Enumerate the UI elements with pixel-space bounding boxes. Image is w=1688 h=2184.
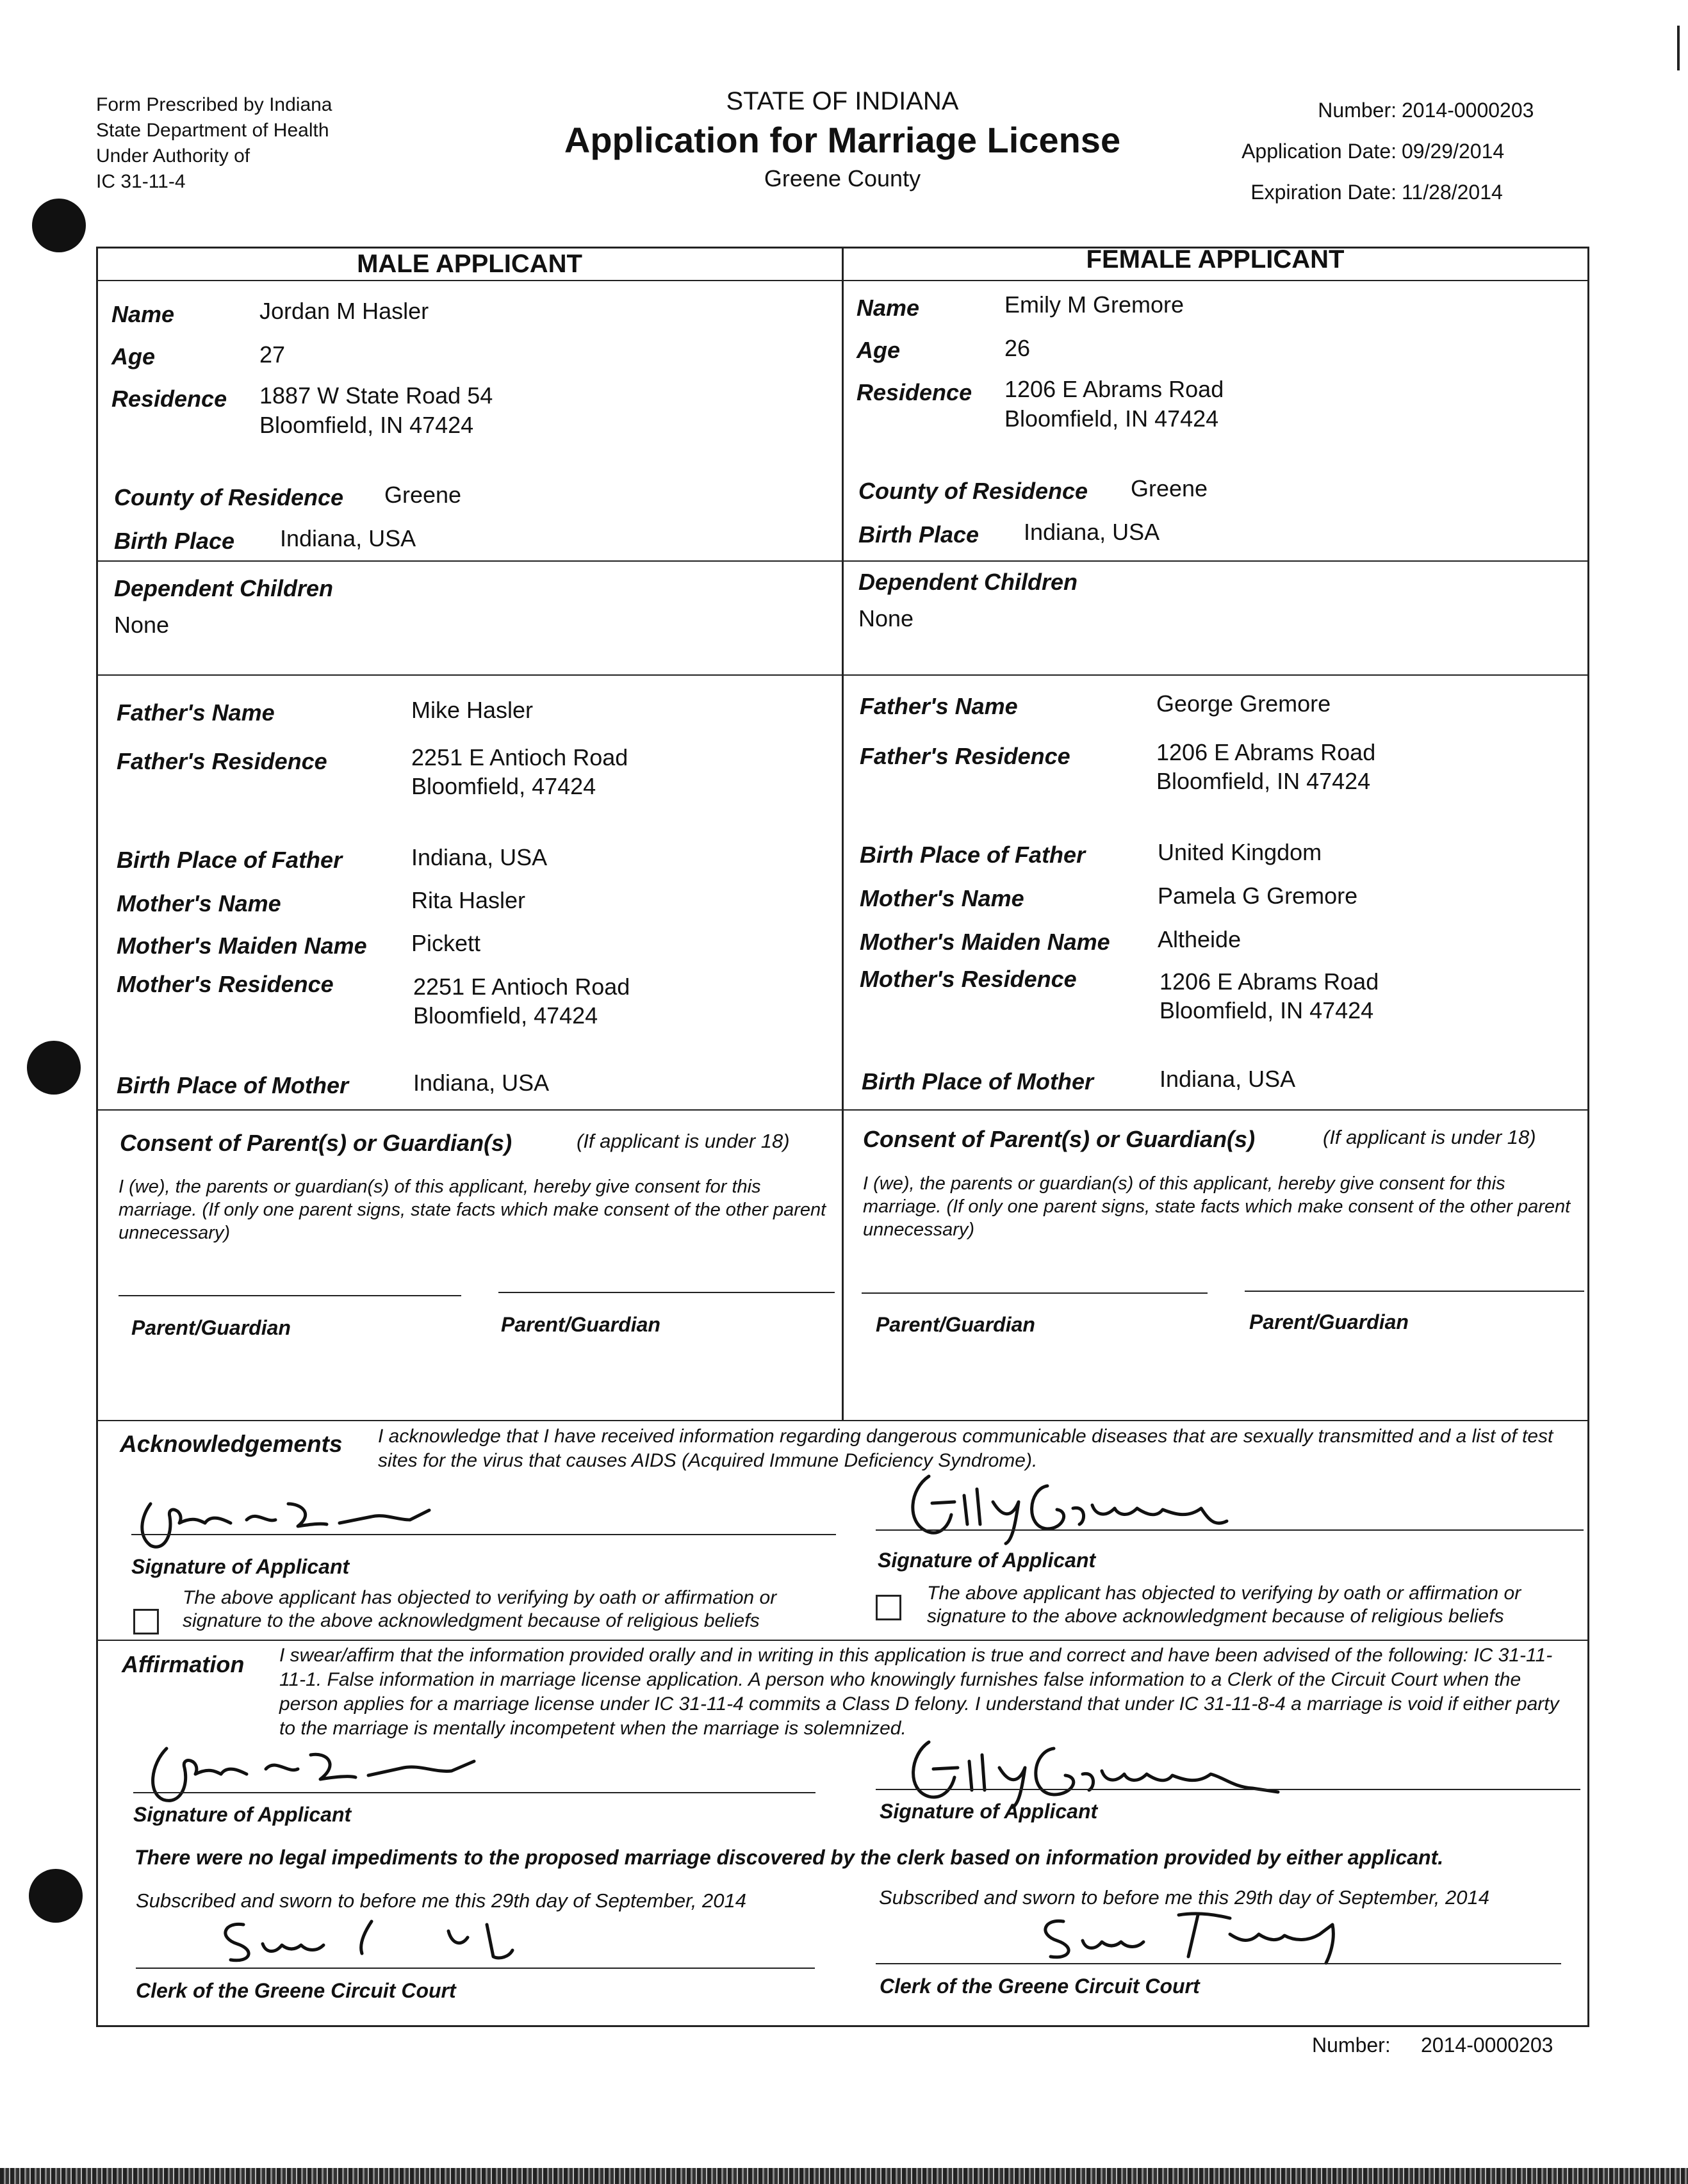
acknowledgements-title: Acknowledgements [120,1431,343,1457]
female-guardian-signature-line [1245,1291,1584,1292]
female-birth-place-of-mother-label: Birth Place of Mother [862,1068,1094,1095]
male-residence-line: 1887 W State Road 54 [259,382,493,409]
male-consent-text: I (we), the parents or guardian(s) of this applicant, hereby give consent for this marriage. (If only one parent signs, state facts which make consent of the other parent unnecessary) [119,1177,826,1243]
female-acknowledgement-signature-label: Signature of Applicant [878,1549,1096,1572]
female-mothers-maiden-name: Altheide [1158,926,1241,952]
application-date-label: Application Date: [1241,140,1397,163]
state-name: STATE OF INDIANA [726,87,959,115]
male-acknowledgement-signature [128,1485,487,1555]
female-acknowledgement-signature-line [876,1529,1584,1531]
male-guardian-signature-line [498,1292,835,1293]
male-county-label: County of Residence [114,484,344,510]
male-birth-place-label: Birth Place [114,528,235,554]
female-parent-guardian-label: Parent/Guardian [876,1313,1035,1336]
female-mothers-residence [1159,967,1379,1025]
male-fathers-residence [411,743,628,801]
header-labels [1140,90,1397,213]
female-age-label: Age [856,337,901,363]
male-name-label: Name [111,301,175,327]
female-applicant-heading: FEMALE APPLICANT [1086,245,1345,273]
header-values [1402,90,1534,213]
female-clerk-signature-line [876,1963,1561,1964]
female-fathers-name: George Gremore [1156,690,1331,717]
prescribed-line: IC 31-11-4 [96,171,186,192]
number-label: Number: [1318,99,1397,122]
male-birth-place-of-mother: Indiana, USA [413,1070,550,1096]
male-name: Jordan M Hasler [259,298,429,324]
female-consent-title: Consent of Parent(s) or Guardian(s) [863,1126,1256,1152]
female-fathers-residence-label: Father's Residence [860,743,1070,769]
male-county: Greene [384,482,462,508]
male-mothers-residence-label: Mother's Residence [117,971,334,997]
male-affirmation-signature-line [133,1792,815,1793]
male-mothers-name-label: Mother's Name [117,890,281,917]
female-fathers-residence-line: 1206 E Abrams Road [1156,739,1376,765]
male-clerk-signature [205,1899,564,1969]
female-religious-objection-text: The above applicant has objected to verifying by oath or affirmation or signature to the above acknowledgment because of religious beliefs [927,1583,1521,1627]
male-parent-guardian-label: Parent/Guardian [131,1316,291,1339]
female-residence-label: Residence [856,379,972,405]
female-name-label: Name [856,295,920,321]
male-birth-place-of-father-label: Birth Place of Father [117,847,343,873]
male-sworn-statement: Subscribed and sworn to before me this 29th day of September, 2014 [136,1889,746,1912]
male-religious-objection-text: The above applicant has objected to verifying by oath or affirmation or signature to the above acknowledgment because of religious beliefs [183,1587,777,1631]
male-fathers-name: Mike Hasler [411,697,534,723]
female-birth-place-of-father: United Kingdom [1158,839,1322,865]
male-age-label: Age [111,343,156,370]
form-left-border [96,247,98,2027]
scan-edge-artifact [0,2168,1688,2184]
female-age: 26 [1004,335,1031,361]
male-birth-place: Indiana, USA [280,525,416,551]
female-birth-place: Indiana, USA [1024,519,1160,545]
female-consent-note: (If applicant is under 18) [1323,1126,1536,1148]
prescribed-line: Under Authority of [96,145,250,167]
scan-punch-dot [32,199,86,252]
expiration-date-label: Expiration Date: [1250,181,1397,204]
male-fathers-residence-line: 2251 E Antioch Road [411,744,628,770]
male-guardian-signature-line [119,1295,461,1296]
male-age: 27 [259,341,286,368]
female-residence-line: Bloomfield, IN 47424 [1004,405,1219,432]
male-acknowledgement-signature-line [131,1534,836,1535]
male-clerk-label: Clerk of the Greene Circuit Court [136,1979,456,2002]
female-mothers-name-label: Mother's Name [860,885,1024,911]
male-consent-note: (If applicant is under 18) [577,1130,790,1152]
female-acknowledgement-signature [894,1457,1310,1547]
female-clerk-signature [1025,1896,1397,1966]
form-title-block [493,85,1192,195]
section-divider [96,1640,1589,1641]
female-fathers-residence [1156,738,1375,795]
male-acknowledgement-signature-label: Signature of Applicant [131,1555,350,1578]
female-mothers-residence-label: Mother's Residence [860,966,1077,992]
female-sworn-statement: Subscribed and sworn to before me this 29th day of September, 2014 [879,1886,1489,1909]
female-consent-text: I (we), the parents or guardian(s) of this applicant, hereby give consent for this marriage. (If only one parent signs, state facts which make consent of the other parent unnecessary) [863,1173,1571,1240]
female-birth-place-of-father-label: Birth Place of Father [860,842,1086,868]
male-dependent-children: None [114,612,170,638]
female-affirmation-signature [894,1716,1381,1813]
column-divider [842,247,844,1420]
scan-edge-mark [1677,26,1680,70]
male-birth-place-of-father: Indiana, USA [411,844,548,870]
section-divider [96,1109,1589,1111]
female-religious-objection-checkbox[interactable] [876,1595,901,1620]
male-birth-place-of-mother-label: Birth Place of Mother [117,1072,349,1098]
license-number: 2014-0000203 [1402,99,1534,122]
female-residence [1004,375,1224,434]
male-residence-label: Residence [111,386,227,412]
male-mothers-name: Rita Hasler [411,887,526,913]
application-date: 09/29/2014 [1402,140,1505,163]
prescribed-line: State Department of Health [96,120,329,141]
female-affirmation-signature-label: Signature of Applicant [880,1800,1098,1823]
female-fathers-residence-line: Bloomfield, IN 47424 [1156,768,1371,794]
female-birth-place-of-mother: Indiana, USA [1159,1066,1296,1092]
female-dependent-children-label: Dependent Children [858,569,1078,595]
male-residence [259,381,493,440]
male-mothers-maiden-name-label: Mother's Maiden Name [117,933,367,959]
affirmation-title: Affirmation [122,1651,245,1677]
female-fathers-name-label: Father's Name [860,693,1018,719]
female-dependent-children: None [858,605,914,632]
section-divider [96,560,1589,562]
acknowledgements-text: I acknowledge that I have received information regarding dangerous communicable diseases that are sexually transmitted and a list of test sites for the virus that causes AIDS (Acquired Immune Deficiency Syndrome). [378,1426,1553,1471]
section-divider [96,674,1589,676]
footer-number: 2014-0000203 [1421,2033,1553,2057]
male-fathers-residence-line: Bloomfield, 47424 [411,773,596,799]
male-religious-objection-checkbox[interactable] [133,1609,159,1634]
female-county-label: County of Residence [858,478,1088,504]
male-affirmation-signature [135,1729,532,1813]
scan-punch-dot [29,1869,83,1923]
male-parent-guardian-label: Parent/Guardian [501,1313,660,1336]
form-prescribed-note [96,92,332,195]
county-name: Greene County [764,165,921,192]
male-consent-title: Consent of Parent(s) or Guardian(s) [120,1130,512,1156]
female-county: Greene [1131,475,1208,501]
male-clerk-signature-line [136,1968,815,1969]
male-mothers-maiden-name: Pickett [411,930,481,956]
section-divider [96,1420,1589,1421]
male-mothers-residence-line: 2251 E Antioch Road [413,974,630,1000]
female-mothers-residence-line: Bloomfield, IN 47424 [1159,997,1374,1023]
male-fathers-name-label: Father's Name [117,699,275,726]
expiration-date: 11/28/2014 [1402,181,1503,204]
affirmation-text: I swear/affirm that the information provided orally and in writing in this application is true and correct and have been advised of the following: IC 31-11-11-1. False information in marriage license application. A person who knowingly furnishes false information to a Clerk of the Circuit Court when the person applies for a marriage license under IC 31-11-4 commits a Class D felony. I understand that under IC 31-11-8-4 a marriage is void if either party to the marriage is mentally incompetent when the marriage is solemnized. [279,1645,1559,1739]
page-title: Application for Marriage License [564,120,1121,160]
female-mothers-maiden-name-label: Mother's Maiden Name [860,929,1110,955]
female-residence-line: 1206 E Abrams Road [1004,376,1224,402]
scan-punch-dot [27,1041,81,1095]
male-fathers-residence-label: Father's Residence [117,748,327,774]
female-parent-guardian-label: Parent/Guardian [1249,1310,1409,1333]
no-impediments-statement: There were no legal impediments to the proposed marriage discovered by the clerk based on information provided by either applicant. [135,1846,1444,1869]
male-mothers-residence-line: Bloomfield, 47424 [413,1002,598,1029]
male-dependent-children-label: Dependent Children [114,575,334,601]
female-clerk-label: Clerk of the Greene Circuit Court [880,1975,1200,1998]
heading-divider [96,280,1589,281]
form-right-border [1587,247,1589,2027]
prescribed-line: Form Prescribed by Indiana [96,94,332,115]
form-bottom-border [96,2025,1589,2027]
female-mothers-residence-line: 1206 E Abrams Road [1159,968,1379,995]
female-name: Emily M Gremore [1004,291,1184,318]
male-residence-line: Bloomfield, IN 47424 [259,412,474,438]
female-birth-place-label: Birth Place [858,521,979,548]
male-mothers-residence [413,972,630,1030]
female-guardian-signature-line [862,1292,1208,1294]
male-affirmation-signature-label: Signature of Applicant [133,1803,352,1826]
male-applicant-heading: MALE APPLICANT [357,250,582,278]
female-affirmation-signature-line [876,1789,1580,1790]
footer-number-label: Number: [1312,2033,1391,2057]
female-mothers-name: Pamela G Gremore [1158,883,1358,909]
